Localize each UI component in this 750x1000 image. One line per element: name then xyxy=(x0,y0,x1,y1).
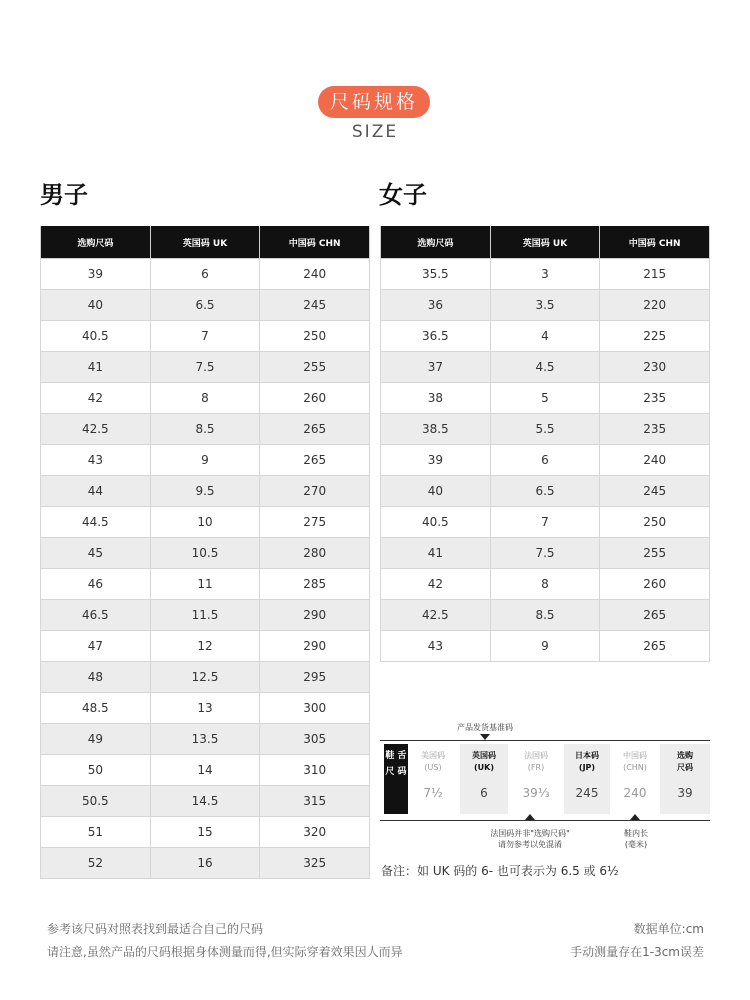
size-subtitle: SIZE xyxy=(351,122,399,142)
table-cell: 14 xyxy=(150,755,260,786)
table-cell: 9 xyxy=(150,445,260,476)
table-cell: 8.5 xyxy=(150,414,260,445)
table-cell: 51 xyxy=(41,817,151,848)
table-cell: 35.5 xyxy=(381,259,491,290)
table-cell: 220 xyxy=(600,290,710,321)
arrow-up-icon xyxy=(525,814,535,820)
table-cell: 14.5 xyxy=(150,786,260,817)
column-header: 选购尺码 xyxy=(381,226,491,259)
tag-col-header: 法国码 (FR) xyxy=(524,751,548,772)
tag-col-value: 240 xyxy=(623,786,647,800)
tag-col-header: 英国码 (UK) xyxy=(472,751,496,772)
table-cell: 265 xyxy=(600,600,710,631)
divider xyxy=(380,740,710,741)
table-cell: 48 xyxy=(41,662,151,693)
table-cell: 235 xyxy=(600,414,710,445)
table-cell: 7 xyxy=(490,507,600,538)
table-cell: 310 xyxy=(260,755,370,786)
table-cell: 230 xyxy=(600,352,710,383)
table-cell: 45 xyxy=(41,538,151,569)
table-cell: 36 xyxy=(381,290,491,321)
table-cell: 40.5 xyxy=(41,321,151,352)
table-cell: 3 xyxy=(490,259,600,290)
table-cell: 42 xyxy=(41,383,151,414)
table-cell: 260 xyxy=(260,383,370,414)
table-row xyxy=(381,600,710,631)
table-cell: 16 xyxy=(150,848,260,879)
column-header: 英国码 UK xyxy=(150,226,260,259)
table-row xyxy=(41,352,370,383)
table-cell: 4.5 xyxy=(490,352,600,383)
table-cell: 240 xyxy=(600,445,710,476)
table-cell: 290 xyxy=(260,631,370,662)
table-cell: 40 xyxy=(41,290,151,321)
table-cell: 295 xyxy=(260,662,370,693)
table-cell: 52 xyxy=(41,848,151,879)
note-text: 备注：如 UK 码的 6- 也可表示为 6.5 或 6½ xyxy=(381,864,619,878)
size-spec-badge: 尺码规格 xyxy=(318,86,430,118)
table-row xyxy=(41,848,370,879)
tag-col-value: 39⅓ xyxy=(522,786,550,800)
women-size-table xyxy=(380,226,710,662)
table-cell: 290 xyxy=(260,600,370,631)
table-cell: 12.5 xyxy=(150,662,260,693)
tag-col-header: 日本码 (JP) xyxy=(575,751,599,772)
inner-length-caption: 鞋内长 (毫米) xyxy=(624,829,648,849)
tag-col-value: 245 xyxy=(575,786,599,800)
column-header: 中国码 CHN xyxy=(600,226,710,259)
men-size-table xyxy=(40,226,370,879)
table-cell: 5.5 xyxy=(490,414,600,445)
table-cell: 6 xyxy=(490,445,600,476)
table-cell: 49 xyxy=(41,724,151,755)
table-cell: 9 xyxy=(490,631,600,662)
table-row xyxy=(41,817,370,848)
table-cell: 305 xyxy=(260,724,370,755)
table-cell: 36.5 xyxy=(381,321,491,352)
table-row xyxy=(381,538,710,569)
women-title: 女子 xyxy=(379,181,427,209)
table-cell: 225 xyxy=(600,321,710,352)
table-cell: 235 xyxy=(600,383,710,414)
column-header: 选购尺码 xyxy=(41,226,151,259)
table-cell: 43 xyxy=(41,445,151,476)
table-row xyxy=(41,445,370,476)
table-cell: 12 xyxy=(150,631,260,662)
table-cell: 47 xyxy=(41,631,151,662)
table-cell: 9.5 xyxy=(150,476,260,507)
table-cell: 6.5 xyxy=(490,476,600,507)
tag-col-value: 7½ xyxy=(423,786,443,800)
table-cell: 11.5 xyxy=(150,600,260,631)
table-cell: 325 xyxy=(260,848,370,879)
table-cell: 48.5 xyxy=(41,693,151,724)
table-cell: 40 xyxy=(381,476,491,507)
table-row xyxy=(381,414,710,445)
table-row xyxy=(41,290,370,321)
table-cell: 6.5 xyxy=(150,290,260,321)
men-title: 男子 xyxy=(40,181,88,209)
table-cell: 240 xyxy=(260,259,370,290)
table-cell: 46 xyxy=(41,569,151,600)
table-cell: 42.5 xyxy=(381,600,491,631)
table-cell: 250 xyxy=(260,321,370,352)
divider xyxy=(380,820,710,821)
table-cell: 41 xyxy=(41,352,151,383)
shoe-tag-diagram xyxy=(380,722,714,852)
table-cell: 3.5 xyxy=(490,290,600,321)
table-cell: 41 xyxy=(381,538,491,569)
table-cell: 43 xyxy=(381,631,491,662)
table-cell: 8.5 xyxy=(490,600,600,631)
table-cell: 255 xyxy=(260,352,370,383)
table-cell: 6 xyxy=(150,259,260,290)
arrow-up-icon xyxy=(630,814,640,820)
table-cell: 215 xyxy=(600,259,710,290)
table-cell: 7 xyxy=(150,321,260,352)
table-row xyxy=(41,662,370,693)
table-cell: 8 xyxy=(490,569,600,600)
table-cell: 11 xyxy=(150,569,260,600)
table-row xyxy=(41,259,370,290)
table-cell: 38.5 xyxy=(381,414,491,445)
tag-col-fr xyxy=(514,744,558,814)
tag-col-us xyxy=(412,744,454,814)
footer-tip: 参考该尺码对照表找到最适合自己的尺码 xyxy=(47,922,264,936)
table-cell: 42.5 xyxy=(41,414,151,445)
table-row xyxy=(41,321,370,352)
table-cell: 265 xyxy=(260,414,370,445)
table-cell: 50 xyxy=(41,755,151,786)
table-row xyxy=(41,786,370,817)
tag-col-jp xyxy=(564,744,610,814)
column-header: 英国码 UK xyxy=(490,226,600,259)
table-cell: 245 xyxy=(600,476,710,507)
table-cell: 46.5 xyxy=(41,600,151,631)
table-cell: 275 xyxy=(260,507,370,538)
table-cell: 280 xyxy=(260,538,370,569)
table-cell: 10.5 xyxy=(150,538,260,569)
table-cell: 37 xyxy=(381,352,491,383)
table-cell: 39 xyxy=(381,445,491,476)
footer-disclaimer: 请注意,虽然产品的尺码根据身体测量而得,但实际穿着效果因人而异 xyxy=(47,945,403,959)
table-row xyxy=(381,290,710,321)
table-row xyxy=(41,755,370,786)
table-cell: 4 xyxy=(490,321,600,352)
table-cell: 7.5 xyxy=(490,538,600,569)
table-cell: 5 xyxy=(490,383,600,414)
table-cell: 320 xyxy=(260,817,370,848)
table-row xyxy=(41,507,370,538)
tag-col-value: 39 xyxy=(677,786,693,800)
table-cell: 270 xyxy=(260,476,370,507)
table-cell: 13 xyxy=(150,693,260,724)
table-row xyxy=(381,321,710,352)
table-row xyxy=(381,476,710,507)
table-row xyxy=(41,383,370,414)
table-cell: 10 xyxy=(150,507,260,538)
table-row xyxy=(381,507,710,538)
table-cell: 285 xyxy=(260,569,370,600)
table-cell: 40.5 xyxy=(381,507,491,538)
table-cell: 44 xyxy=(41,476,151,507)
table-cell: 7.5 xyxy=(150,352,260,383)
tag-col-uk xyxy=(460,744,508,814)
table-row xyxy=(381,569,710,600)
table-cell: 315 xyxy=(260,786,370,817)
table-cell: 255 xyxy=(600,538,710,569)
table-row xyxy=(381,259,710,290)
tongue-size-label: 鞋 舌 尺 码 xyxy=(384,744,408,814)
table-row xyxy=(381,445,710,476)
table-row xyxy=(41,693,370,724)
table-row xyxy=(41,538,370,569)
table-cell: 265 xyxy=(260,445,370,476)
table-cell: 250 xyxy=(600,507,710,538)
base-size-caption: 产品发货基准码 xyxy=(457,723,513,732)
table-row xyxy=(41,631,370,662)
table-cell: 300 xyxy=(260,693,370,724)
table-row xyxy=(381,352,710,383)
tag-col-header: 美国码 (US) xyxy=(421,751,445,772)
table-cell: 50.5 xyxy=(41,786,151,817)
table-row xyxy=(381,383,710,414)
table-cell: 265 xyxy=(600,631,710,662)
tag-col-chn xyxy=(616,744,654,814)
table-row xyxy=(41,600,370,631)
table-row xyxy=(41,414,370,445)
footer-unit: 数据单位:cm xyxy=(633,922,704,936)
fr-warning-caption: 法国码并非"选购尺码" 请勿参考以免混淆 xyxy=(490,829,570,849)
table-cell: 39 xyxy=(41,259,151,290)
table-cell: 13.5 xyxy=(150,724,260,755)
table-cell: 42 xyxy=(381,569,491,600)
table-cell: 38 xyxy=(381,383,491,414)
column-header: 中国码 CHN xyxy=(260,226,370,259)
tag-col-select xyxy=(660,744,710,814)
table-row xyxy=(41,476,370,507)
tag-col-value: 6 xyxy=(480,786,488,800)
tag-col-header: 选购 尺码 xyxy=(677,751,693,772)
table-row xyxy=(41,724,370,755)
footer-error-note: 手动测量存在1-3cm误差 xyxy=(570,945,704,959)
table-row xyxy=(41,569,370,600)
table-cell: 260 xyxy=(600,569,710,600)
table-row xyxy=(381,631,710,662)
table-cell: 15 xyxy=(150,817,260,848)
table-cell: 44.5 xyxy=(41,507,151,538)
table-cell: 245 xyxy=(260,290,370,321)
tag-col-header: 中国码 (CHN) xyxy=(623,751,647,772)
table-cell: 8 xyxy=(150,383,260,414)
